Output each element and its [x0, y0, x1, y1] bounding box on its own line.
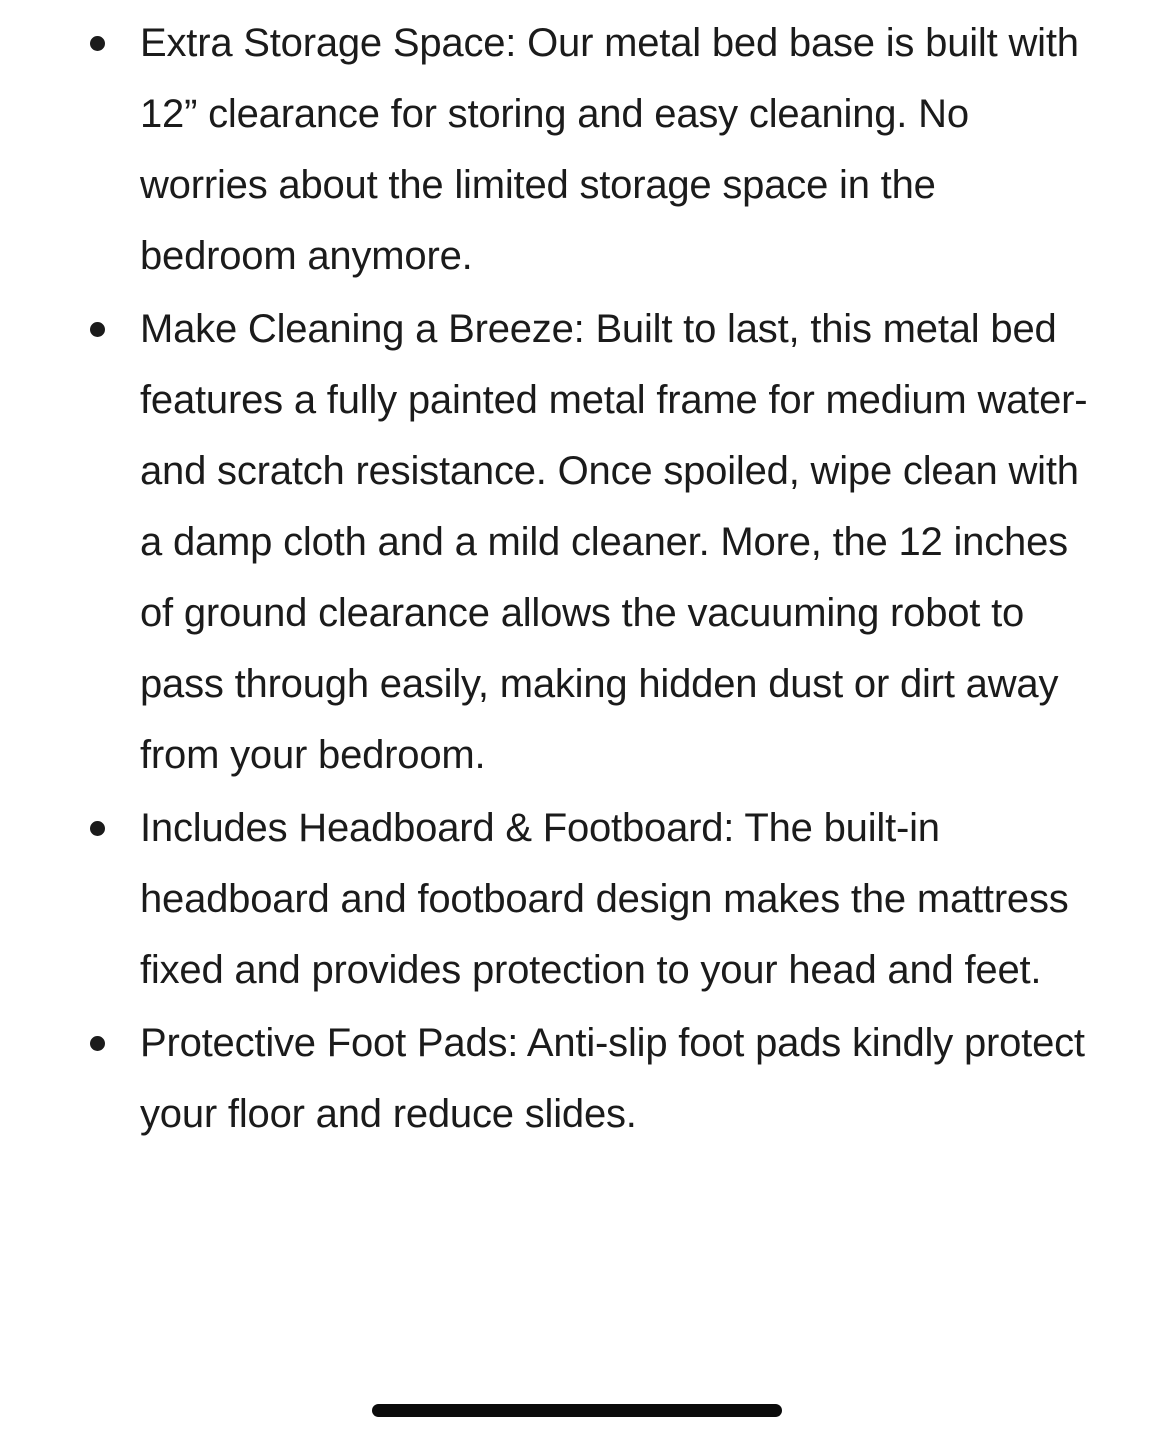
home-indicator[interactable]	[372, 1404, 782, 1417]
list-item: Protective Foot Pads: Anti-slip foot pads kindly protect your floor and reduce slides.	[60, 1008, 1094, 1150]
home-indicator-area	[0, 1380, 1154, 1440]
list-item: Extra Storage Space: Our metal bed base is built with 12” clearance for storing and easy cleaning. No worries about the limited storage space in the bedroom anymore.	[60, 8, 1094, 292]
feature-bullet-list	[60, 8, 1094, 1150]
list-item: Includes Headboard & Footboard: The built-in headboard and footboard design makes the mattress fixed and provides protection to your head and feet.	[60, 793, 1094, 1006]
list-item: Make Cleaning a Breeze: Built to last, this metal bed features a fully painted metal frame for medium water- and scratch resistance. Once spoiled, wipe clean with a damp cloth and a mild cleaner. More, the 12 inches of ground clearance allows the vacuuming robot to pass through easily, making hidden dust or dirt away from your bedroom.	[60, 294, 1094, 791]
